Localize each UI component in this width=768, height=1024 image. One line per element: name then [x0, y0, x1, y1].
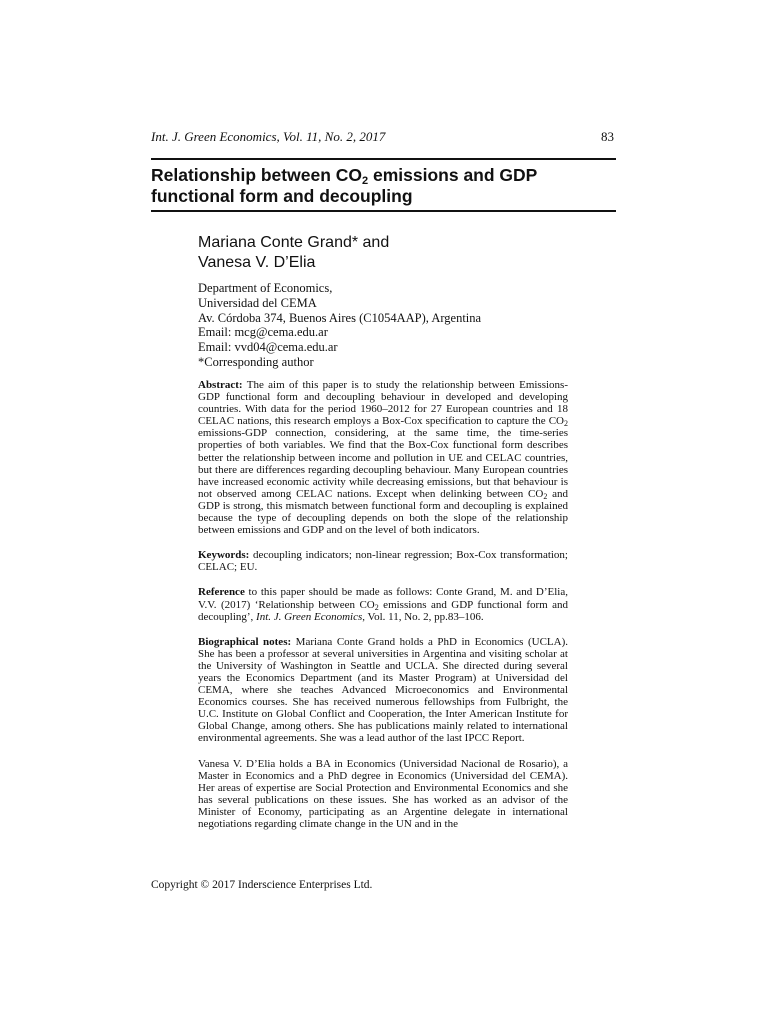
- keywords-paragraph: [198, 549, 568, 573]
- title-subscript: 2: [362, 175, 369, 187]
- affiliation-email-2: Email: vvd04@cema.edu.ar: [198, 340, 338, 355]
- abstract-text-a: The aim of this paper is to study the relationship between Emissions-GDP functional form and decoupling behaviour in developed and developing countries. With data for the period 1960–2012 for 27 European countries and 18 CELAC nations, this research employs a Box-Cox specification to capture the CO: [198, 379, 568, 428]
- affiliation-block: [198, 281, 578, 370]
- keywords-text: decoupling indicators; non-linear regression; Box-Cox transformation; CELAC; EU.: [198, 549, 568, 574]
- reference-journal: Int. J. Green Economics: [256, 610, 363, 623]
- reference-subscript: 2: [374, 602, 379, 612]
- keywords-label: Keywords:: [198, 549, 250, 562]
- paper-title: [151, 165, 616, 207]
- title-rule-top: [151, 158, 616, 160]
- author-line-2: Vanesa V. D’Elia: [198, 254, 316, 271]
- affiliation-email-1: Email: mcg@cema.edu.ar: [198, 325, 328, 340]
- abstract-paragraph: [198, 379, 568, 536]
- abstract-subscript-2: 2: [543, 491, 548, 501]
- bio-paragraph-2: [198, 758, 568, 831]
- reference-paragraph: [198, 586, 568, 622]
- author-block: [198, 233, 578, 273]
- front-matter-body: [198, 379, 568, 843]
- affiliation-department: Department of Economics,: [198, 281, 333, 295]
- title-part-1: Relationship between CO: [151, 165, 362, 185]
- reference-label: Reference: [198, 586, 245, 599]
- reference-text-c: , Vol. 11, No. 2, pp.83–106.: [362, 610, 484, 623]
- bio-text-2: Vanesa V. D’Elia holds a BA in Economics (Universidad Nacional de Rosario), a Master in Economics and a PhD degree in Economics (Universidad del CEMA). Her areas of expertise are Social Protection and Environmental Economics and she has several publications on these issues. She has worked as an advisor of the Minister of Economy, participating as an Argentine delegate in international negotiations regarding climate change in the UN and in the: [198, 757, 568, 830]
- abstract-subscript-1: 2: [564, 419, 568, 429]
- affiliation-address: Av. Córdoba 374, Buenos Aires (C1054AAP), Argentina: [198, 310, 482, 325]
- page-number: 83: [601, 129, 614, 144]
- title-rule-bottom: [151, 210, 616, 212]
- bio-label: Biographical notes:: [198, 635, 292, 648]
- abstract-label: Abstract:: [198, 379, 243, 391]
- journal-citation: Int. J. Green Economics, Vol. 11, No. 2, 2017: [151, 129, 386, 144]
- abstract-text-b: emissions-GDP connection, considering, at the same time, the time-series properties of both variables. We find that the Box-Cox functional form describes better the relationship between income and pollution in UE and CELAC countries, but there are differences regarding decoupling behaviour. Many European countries have increased economic activity while decreasing emissions, but that behaviour is not observed among CELAC nations. Except when delinking between CO: [198, 427, 568, 500]
- corresponding-author-note: *Corresponding author: [198, 354, 314, 369]
- affiliation-university: Universidad del CEMA: [198, 295, 317, 310]
- reference-text-a: to this paper should be made as follows: Conte Grand, M. and D’Elia, V.V. (2017) ‘Relationship between CO: [198, 586, 568, 611]
- running-header: [151, 129, 614, 145]
- copyright-footer: Copyright © 2017 Inderscience Enterprises Ltd.: [151, 879, 373, 891]
- author-line-1: Mariana Conte Grand* and: [198, 234, 390, 251]
- bio-paragraph-1: [198, 636, 568, 745]
- abstract-text-c: and GDP is strong, this mismatch between functional form and decoupling is explained because the type of decoupling depends on both the slope of the relationship between emissions and GDP and on the level of both indicators.: [198, 487, 568, 537]
- title-part-2: emissions and GDP functional form and decoupling: [151, 165, 538, 206]
- reference-text-b: emissions and GDP functional form and decoupling’,: [198, 598, 569, 623]
- bio-text-1: Mariana Conte Grand holds a PhD in Economics (UCLA). She has been a professor at several universities in Argentina and visiting scholar at the University of Washington in Seattle and UCLA. She directed during several years the Economics Department (and its Master Program) at Universidad del CEMA, where she teaches Advanced Microeconomics and Environmental Economics courses. She has received numerous fellowships from Fulbright, the U.C. Institute on Global Conflict and Cooperation, the Inter American Institute for Global Change, among others. She has publications mainly related to international environmental agreements. She was a lead author of the last IPCC Report.: [198, 635, 568, 745]
